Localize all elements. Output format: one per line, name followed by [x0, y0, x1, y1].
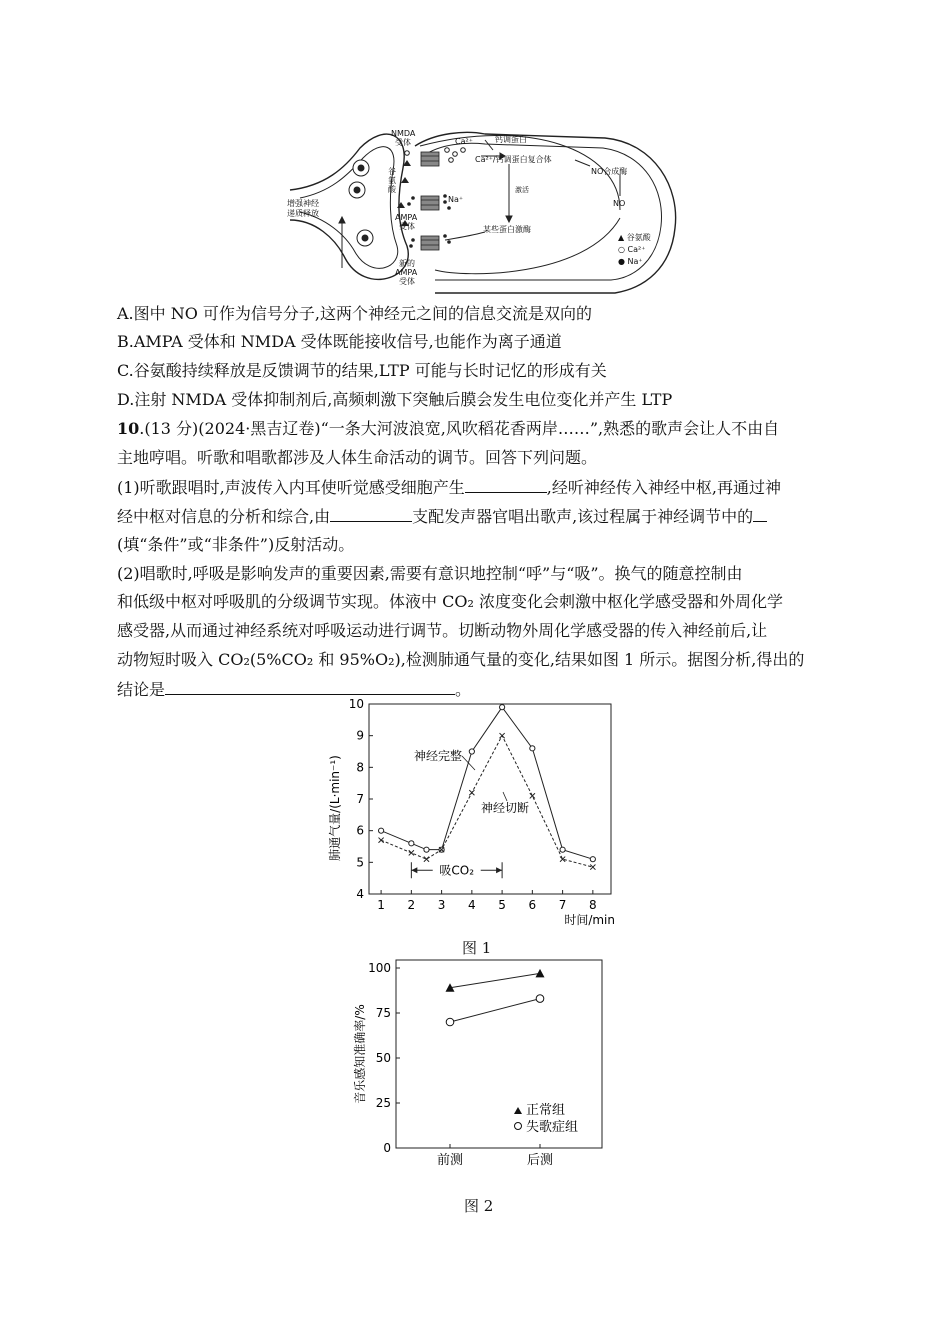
series-label-intact: 神经完整 — [414, 749, 463, 763]
nos-label: NO合成酶 — [591, 167, 628, 176]
answer-blank-3[interactable] — [753, 506, 767, 522]
data-point-intact — [409, 841, 414, 846]
data-point-cut — [424, 857, 429, 862]
data-point-cut — [500, 733, 505, 738]
q10-part2-line4: 动物短时吸入 CO₂(5%CO₂ 和 95%O₂),检测肺通气量的变化,结果如图 1 所示。据图分析,得出的 — [117, 650, 805, 669]
y-tick-label: 6 — [356, 823, 364, 838]
svg-text:递质释放: 递质释放 — [287, 209, 319, 218]
data-point-cut — [530, 793, 535, 798]
legend-normal: 正常组 — [526, 1103, 566, 1118]
x-tick-label: 1 — [377, 898, 385, 912]
plot-frame — [369, 704, 611, 894]
series-line-intact — [381, 707, 593, 859]
x-category-label: 后测 — [526, 1153, 554, 1168]
ca-label: Ca²⁺ — [455, 137, 473, 146]
x-tick-label: 2 — [407, 898, 416, 912]
x-tick-label: 4 — [468, 898, 476, 912]
option-d: D.注射 NMDA 受体抑制剂后,高频刺激下突触后膜会发生电位变化并产生 LTP — [117, 390, 673, 409]
glutamate-side-label: 谷 — [388, 167, 396, 176]
q10-part1-line1: (1)听歌跟唱时,声波传入内耳使听觉感受细胞产生 ,经听神经传入神经中枢,再通过神 — [117, 478, 781, 497]
svg-text:受体: 受体 — [395, 138, 411, 147]
y-tick-label: 10 — [348, 698, 364, 711]
data-point-cut — [590, 864, 595, 869]
data-point-intact — [500, 705, 505, 710]
option-c: C.谷氨酸持续释放是反馈调节的结果,LTP 可能与长时记忆的形成有关 — [117, 361, 607, 380]
answer-blank-4[interactable] — [165, 679, 455, 695]
q10-part1-line3: (填“条件”或“非条件”)反射活动。 — [117, 535, 355, 554]
series-label-cut: 神经切断 — [481, 801, 530, 815]
x-tick-label: 7 — [558, 898, 567, 912]
svg-text:受体: 受体 — [399, 277, 415, 286]
ampa-label: AMPA — [395, 213, 418, 222]
legend-amusia: 失歌症组 — [526, 1120, 579, 1135]
no-label: NO — [613, 199, 626, 208]
answer-blank-1[interactable] — [465, 477, 547, 493]
y-tick-label: 25 — [375, 1096, 391, 1110]
kinase-label: 某些蛋白激酶 — [483, 225, 531, 234]
legend-circle-icon — [515, 1123, 522, 1130]
na-label: Na⁺ — [448, 195, 464, 204]
figure-2-caption: 图 2 — [464, 1197, 494, 1215]
data-point-cut — [469, 790, 474, 795]
svg-text:● Na⁺: ● Na⁺ — [618, 257, 643, 266]
option-a: A.图中 NO 可作为信号分子,这两个神经元之间的信息交流是双向的 — [117, 304, 593, 323]
q10-part1-line2: 经中枢对信息的分析和综合,由 支配发声器官唱出歌声,该过程属于神经调节中的 — [117, 506, 767, 527]
y-axis-label: 音乐感知准确率/% — [353, 1004, 367, 1104]
data-point-intact — [590, 857, 595, 862]
data-point-cut — [379, 838, 384, 843]
legend — [514, 1102, 578, 1135]
x-tick-label: 3 — [437, 898, 446, 912]
svg-text:氨: 氨 — [388, 176, 396, 185]
figure-1-caption: 图 1 — [462, 939, 492, 957]
svg-text:酸: 酸 — [388, 185, 396, 194]
q10-part2-line1: (2)唱歌时,呼吸是影响发声的重要因素,需要有意识地控制“呼”与“吸”。换气的随意控制由 — [117, 564, 743, 583]
calmodulin-label: 钙调蛋白 — [495, 135, 527, 144]
data-point-intact — [379, 828, 384, 833]
data-point-intact — [560, 847, 565, 852]
x-tick-label: 5 — [498, 898, 506, 912]
answer-blank-2[interactable] — [330, 506, 412, 522]
data-point-amusia — [536, 995, 544, 1003]
x-tick-label: 8 — [589, 898, 597, 912]
data-point-normal — [536, 969, 545, 978]
y-tick-label: 9 — [356, 728, 364, 743]
annotation-label: 吸CO₂ — [439, 863, 475, 878]
q10-part2-line5: 结论是 。 — [117, 680, 472, 699]
y-tick-label: 8 — [356, 760, 364, 775]
synapse-diagram — [285, 128, 680, 300]
series-line-amusia — [450, 999, 540, 1022]
y-tick-label: 50 — [375, 1051, 391, 1065]
y-axis-label: 肺通气量/(L·min⁻¹) — [328, 755, 342, 861]
receptor-channels — [421, 152, 439, 250]
annotation-arrow-left — [411, 867, 417, 873]
svg-text:受体: 受体 — [399, 222, 415, 231]
y-tick-label: 100 — [368, 961, 391, 975]
q10-part2-line2: 和低级中枢对呼吸肌的分级调节实现。体液中 CO₂ 浓度变化会刺激中枢化学感受器和外周化学 — [117, 592, 783, 611]
annotation-arrow-right — [496, 867, 502, 873]
q10-header: 10.(13 分)(2024·黑吉辽卷)“一条大河波浪宽,风吹稻花香两岸……”,熟悉的歌声会让人不由自 — [117, 419, 780, 438]
legend-triangle-icon — [514, 1107, 522, 1114]
data-point-intact — [424, 847, 429, 852]
svg-text:AMPA: AMPA — [395, 268, 418, 277]
q10-part2-line3: 感受器,从而通过神经系统对呼吸运动进行调节。切断动物外周化学感受器的传入神经前后,让 — [117, 621, 768, 640]
nmda-label: NMDA — [391, 129, 416, 138]
y-tick-label: 0 — [383, 1141, 391, 1155]
q10-header-2: 主地哼唱。听歌和唱歌都涉及人体生命活动的调节。回答下列问题。 — [117, 448, 598, 467]
ca-complex-label: Ca²⁺/钙调蛋白复合体 — [475, 155, 552, 164]
data-point-cut — [409, 850, 414, 855]
x-tick-label: 6 — [528, 898, 537, 912]
figure-1-chart — [325, 698, 625, 932]
x-category-label: 前测 — [436, 1153, 464, 1168]
y-tick-label: 5 — [356, 855, 364, 870]
vesicle-icon — [349, 160, 373, 246]
option-b: B.AMPA 受体和 NMDA 受体既能接收信号,也能作为离子通道 — [117, 332, 562, 351]
activate-label: 激活 — [515, 186, 529, 194]
data-point-intact — [530, 746, 535, 751]
enhance-label: 增强神经 — [287, 199, 319, 208]
figure-2-chart — [350, 954, 610, 1176]
x-axis-label: 时间/min — [564, 913, 615, 927]
new-ampa-label: 新的 — [399, 259, 415, 268]
y-tick-label: 75 — [375, 1006, 391, 1020]
y-tick-label: 7 — [356, 792, 364, 806]
svg-text:▲ 谷氨酸: ▲ 谷氨酸 — [618, 233, 651, 242]
series-line-normal — [450, 973, 540, 987]
y-tick-label: 4 — [356, 887, 364, 901]
data-point-amusia — [446, 1018, 454, 1026]
svg-text:○ Ca²⁺: ○ Ca²⁺ — [618, 245, 646, 254]
data-point-intact — [469, 749, 474, 754]
